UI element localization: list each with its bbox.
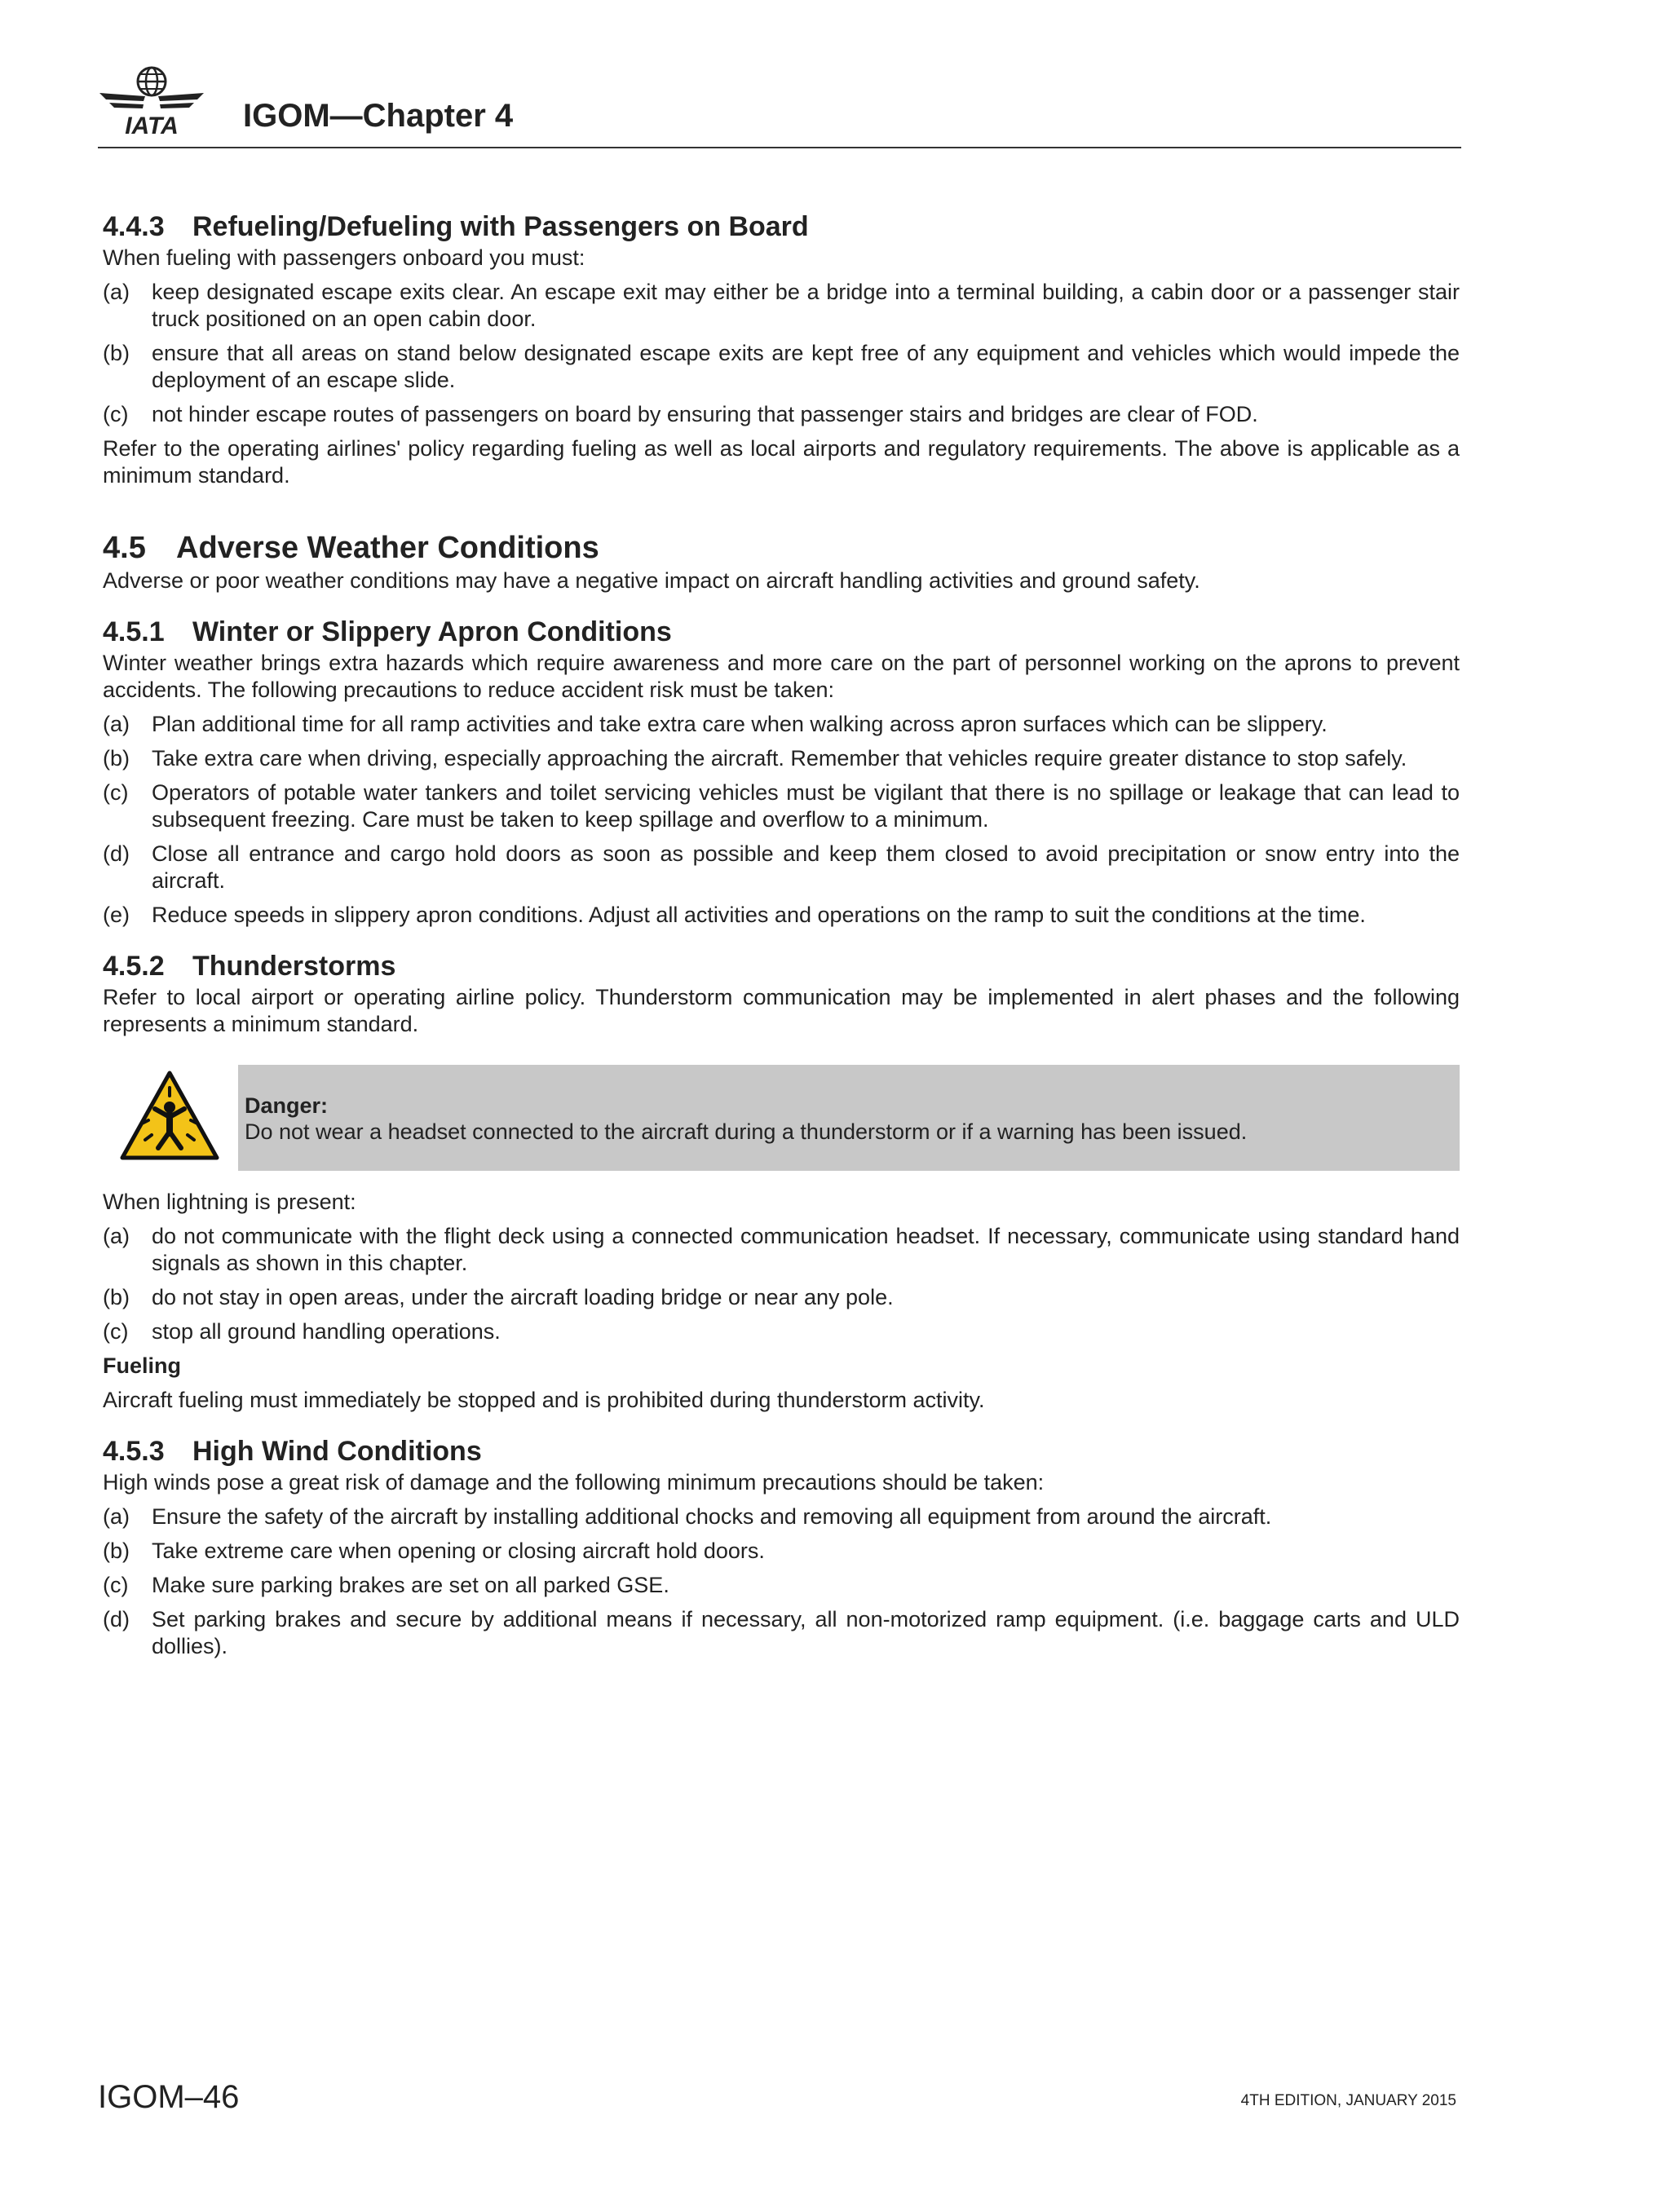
list-item bbox=[103, 779, 1460, 833]
list-text: Ensure the safety of the aircraft by installing additional chocks and removing all equipment from around the aircraft. bbox=[152, 1504, 1272, 1529]
chapter-title: IGOM—Chapter 4 bbox=[243, 98, 514, 134]
list-marker: (d) bbox=[103, 1607, 130, 1631]
list-marker: (b) bbox=[103, 341, 130, 365]
page-number: IGOM–46 bbox=[98, 2079, 240, 2115]
list-4-4-3 bbox=[103, 279, 1460, 428]
paragraph: Refer to the operating airlines' policy regarding fueling as well as local airports and regulatory requirements. The above is applicable as a minimum standard. bbox=[103, 436, 1460, 488]
list-text: ensure that all areas on stand below designated escape exits are kept free of any equipment and vehicles which would impede the deployment of an escape slide. bbox=[152, 341, 1460, 392]
list-marker: (e) bbox=[103, 903, 130, 927]
paragraph: When lightning is present: bbox=[103, 1190, 356, 1214]
paragraph: High winds pose a great risk of damage and the following minimum precautions should be taken: bbox=[103, 1470, 1045, 1495]
list-text: Take extra care when driving, especially approaching the aircraft. Remember that vehicles require greater distance to stop safely. bbox=[152, 746, 1407, 770]
list-text: Make sure parking brakes are set on all parked GSE. bbox=[152, 1573, 669, 1597]
list-text: Take extreme care when opening or closing aircraft hold doors. bbox=[152, 1539, 765, 1563]
list-item bbox=[103, 841, 1460, 894]
list-marker: (a) bbox=[103, 1224, 130, 1248]
section-number: 4.5.1 bbox=[103, 616, 165, 647]
paragraph: Winter weather brings extra hazards which require awareness and more care on the part of personnel working on the aprons to prevent accidents. The following precautions to reduce accident risk must be taken: bbox=[103, 651, 1460, 702]
list-item bbox=[103, 1538, 1460, 1565]
list-marker: (a) bbox=[103, 280, 130, 304]
paragraph: Adverse or poor weather conditions may have a negative impact on aircraft handling activities and ground safety. bbox=[103, 568, 1200, 593]
page-header bbox=[98, 64, 1461, 148]
list-text: Plan additional time for all ramp activities and take extra care when walking across apron surfaces which can be slippery. bbox=[152, 712, 1328, 736]
section-number: 4.4.3 bbox=[103, 211, 165, 242]
list-item bbox=[103, 1572, 1460, 1599]
list-text: do not stay in open areas, under the aircraft loading bridge or near any pole. bbox=[152, 1285, 894, 1309]
danger-box bbox=[238, 1065, 1460, 1171]
danger-text: Do not wear a headset connected to the aircraft during a thunderstorm or if a warning has been issued. bbox=[245, 1119, 1248, 1144]
list-item bbox=[103, 1606, 1460, 1660]
list-text: Operators of potable water tankers and toilet servicing vehicles must be vigilant that there is no spillage or leakage that can lead to subsequent freezing. Care must be taken to keep spillage and overflow to a minimum. bbox=[152, 780, 1460, 832]
section-number: 4.5.2 bbox=[103, 951, 165, 982]
section-title: High Wind Conditions bbox=[192, 1436, 482, 1467]
section-heading-4-5-1 bbox=[103, 614, 1460, 650]
list-text: Set parking brakes and secure by additional means if necessary, all non-motorized ramp equipment. (i.e. baggage carts and ULD dollies). bbox=[152, 1607, 1460, 1658]
lightning-warning-icon bbox=[119, 1070, 220, 1161]
section-title: Refueling/Defueling with Passengers on Board bbox=[192, 211, 809, 242]
list-4-5-3 bbox=[103, 1503, 1460, 1660]
paragraph: Refer to local airport or operating airline policy. Thunderstorm communication may be implemented in alert phases and the following represents a minimum standard. bbox=[103, 985, 1460, 1036]
list-marker: (c) bbox=[103, 1319, 129, 1344]
list-text: keep designated escape exits clear. An escape exit may either be a bridge into a terminal building, a cabin door or a passenger stair truck positioned on an open cabin door. bbox=[152, 280, 1460, 331]
list-marker: (b) bbox=[103, 1285, 130, 1309]
section-title: Winter or Slippery Apron Conditions bbox=[192, 616, 672, 647]
list-marker: (c) bbox=[103, 402, 129, 426]
list-marker: (b) bbox=[103, 746, 130, 770]
section-title: Thunderstorms bbox=[192, 951, 396, 982]
document-body bbox=[103, 209, 1460, 1660]
list-marker: (a) bbox=[103, 1504, 130, 1529]
list-marker: (b) bbox=[103, 1539, 130, 1563]
list-text: not hinder escape routes of passengers on board by ensuring that passenger stairs and bridges are clear of FOD. bbox=[152, 402, 1258, 426]
list-item bbox=[103, 1284, 1460, 1311]
list-item bbox=[103, 711, 1460, 738]
list-marker: (d) bbox=[103, 841, 130, 866]
list-item bbox=[103, 745, 1460, 772]
list-text: Reduce speeds in slippery apron conditions. Adjust all activities and operations on the ramp to suit the conditions at the time. bbox=[152, 903, 1366, 927]
list-4-5-1 bbox=[103, 711, 1460, 929]
list-text: Close all entrance and cargo hold doors as soon as possible and keep them closed to avoid precipitation or snow entry into the aircraft. bbox=[152, 841, 1460, 893]
danger-label: Danger: bbox=[245, 1093, 329, 1118]
paragraph: Aircraft fueling must immediately be stopped and is prohibited during thunderstorm activity. bbox=[103, 1388, 985, 1412]
list-marker: (a) bbox=[103, 712, 130, 736]
iata-logo bbox=[98, 64, 205, 137]
list-item bbox=[103, 1318, 1460, 1345]
section-heading-4-5 bbox=[103, 528, 1460, 567]
list-marker: (c) bbox=[103, 1573, 129, 1597]
list-4-5-2 bbox=[103, 1223, 1460, 1345]
section-number: 4.5.3 bbox=[103, 1436, 165, 1467]
list-item bbox=[103, 1503, 1460, 1530]
fueling-label: Fueling bbox=[103, 1353, 181, 1378]
section-heading-4-5-2 bbox=[103, 948, 1460, 984]
list-item bbox=[103, 401, 1460, 428]
section-number: 4.5 bbox=[103, 531, 146, 565]
section-heading-4-5-3 bbox=[103, 1433, 1460, 1469]
list-item bbox=[103, 902, 1460, 929]
list-item bbox=[103, 340, 1460, 394]
list-text: stop all ground handling operations. bbox=[152, 1319, 501, 1344]
svg-text:IATA: IATA bbox=[125, 113, 179, 137]
section-title: Adverse Weather Conditions bbox=[176, 531, 599, 565]
danger-notice bbox=[103, 1065, 1460, 1174]
section-heading-4-4-3 bbox=[103, 209, 1460, 245]
edition-label: 4TH EDITION, JANUARY 2015 bbox=[1240, 2092, 1456, 2109]
list-item bbox=[103, 1223, 1460, 1277]
list-item bbox=[103, 279, 1460, 333]
list-marker: (c) bbox=[103, 780, 129, 805]
paragraph: When fueling with passengers onboard you must: bbox=[103, 245, 585, 270]
list-text: do not communicate with the flight deck using a connected communication headset. If necessary, communicate using standard hand signals as shown in this chapter. bbox=[152, 1224, 1460, 1275]
